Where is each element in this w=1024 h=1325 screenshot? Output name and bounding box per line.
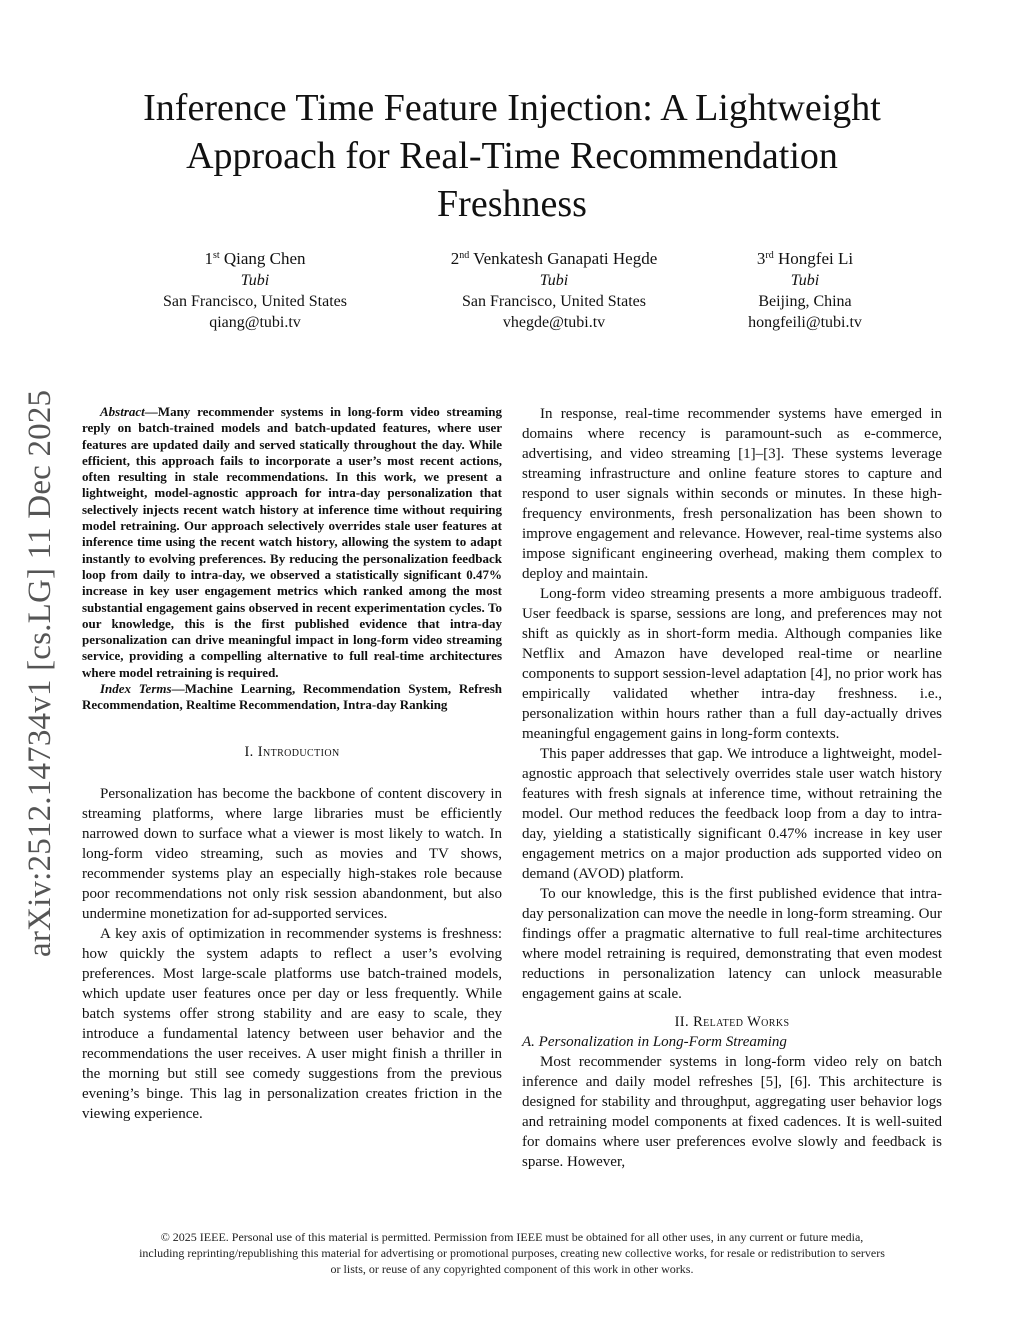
author-affiliation: Tubi [240,272,270,289]
arxiv-identifier [14,372,66,962]
author-email: qiang@tubi.tv [209,314,301,331]
subsection-heading: A. Personalization in Long-Form Streaming [522,1034,787,1050]
index-terms-label: Index Terms [100,681,172,697]
body-paragraph: To our knowledge, this is the first published evidence that intra-day personalization can move the needle in long-form streaming. Our findings offer a pragmatic alternative to full real-time architectures where model retraining is required, demonstrating that even modest reductions in personalization latency can unlock measurable engagement gains at scale. [522,886,942,1002]
footer-line: © 2025 IEEE. Personal use of this material is permitted. Permission from IEEE must be obtained for all other uses, in any current or future media, [160,1230,864,1244]
section-heading-introduction: I. Introduction [244,743,340,760]
body-paragraph: Long-form video streaming presents a more ambiguous tradeoff. User feedback is sparse, sessions are long, and preferences may not shift as quickly as in short-form media. Although companies like Netflix and Amazon have developed real-time or nearline components to support session-level adaptation [4], no prior work has empirically validated whether intra-day freshness. i.e., personalization within hours rather than a full day-actually drives meaningful engagement gains in long-form contexts. [522,586,942,742]
right-column [522,404,942,1172]
arxiv-identifier-text: arXiv:2512.14734v1 [cs.LG] 11 Dec 2025 [22,389,58,957]
author-location: Beijing, China [758,293,852,310]
author-block-2 [404,248,704,333]
author-name: Qiang Chen [223,249,306,268]
author-name: Hongfei Li [778,249,854,268]
author-block-3 [715,248,895,333]
author-location: San Francisco, United States [462,293,646,310]
body-paragraph: In response, real-time recommender systems have emerged in domains where recency is paramount-such as e-commerce, advertising, and video streaming [1]–[3]. These systems leverage streaming infrastructure and online feature stores to capture and respond to user signals within seconds or minutes. In these high-frequency environments, fresh personalization has been shown to improve engagement and relevance. However, real-time systems also impose significant engineering overhead, making them complex to deploy and maintain. [522,406,942,582]
author-ordinal-suffix: st [212,250,220,261]
footer-line: including reprinting/republishing this material for advertising or promotional purposes, creating new collective works, for resale or redistribution to servers [139,1246,885,1260]
abstract-label: Abstract [100,404,145,419]
abstract [82,404,502,681]
author-email: vhegde@tubi.tv [502,314,606,331]
author-affiliation: Tubi [790,272,820,289]
intro-paragraph: A key axis of optimization in recommender systems is freshness: how quickly the system adapts to reflect a user’s evolving preferences. Most large-scale platforms use batch-trained models, which update user features once per day or less frequently. While batch systems offer strong stability and are easy to scale, they introduce a fundamental latency between user behavior and the recommendations the user receives. A user might finish a thriller in the morning but still see comedy suggestions from the previous evening’s binge. This lag in personalization creates friction in the viewing experience. [82,925,502,1122]
author-block-1 [130,248,380,333]
author-name: Venkatesh Ganapati Hegde [473,249,658,268]
author-ordinal-suffix: rd [765,250,774,261]
author-ordinal: 2 [450,249,460,268]
body-paragraph: This paper addresses that gap. We introduce a lightweight, model-agnostic approach that selectively overrides stale user watch history features with fresh signals at inference time, without retraining the model. Our method reduces the feedback loop from a day to intra-day, yielding a statistically significant 0.47% increase in key user engagement metrics on a major production ads supported video on demand (AVOD) platform. [522,746,942,882]
abstract-text: —Many recommender systems in long-form video streaming reply on batch-trained models and batch-updated features, where user features are updated daily and served statically throughout the day. While efficient, this approach fails to incorporate a user’s most recent actions, often resulting in stale recommendations. In this work, we present a lightweight, model-agnostic approach for intra-day personalization that selectively injects recent watch history at inference time without requiring model retraining. Our approach selectively overrides stale user features at inference time using the recent watch history, allowing the system to adapt instantly to evolving preferences. By reducing the personalization feedback loop from daily to intra-day, we observed a statistically significant 0.47% increase in key user engagement metrics which ranked among the most substantial engagement gains observed in recent experimentation cycles. To our knowledge, this is the first published evidence that intra-day personalization can drive meaningful impact in long-form video streaming service, providing a compelling alternative to full real-time architectures where model retraining is required. [82,404,502,680]
author-ordinal-suffix: nd [459,250,470,261]
left-column [82,404,502,1124]
author-email: hongfeili@tubi.tv [748,314,862,331]
section-heading-related-works: II. Related Works [674,1014,790,1030]
copyright-footer [0,1229,1024,1277]
author-ordinal: 3 [756,249,766,268]
paper-title [100,84,924,228]
index-terms [82,681,502,714]
title-line: Approach for Real-Time Recommendation [186,135,838,177]
index-terms-text: —Machine Learning, Recommendation System, Refresh Recommendation, Realtime Recommendation, Intra-day Ranking [82,681,503,713]
title-line: Freshness [437,183,587,225]
footer-line: or lists, or reuse of any copyrighted component of this work in other works. [330,1262,694,1276]
intro-paragraph: Personalization has become the backbone of content discovery in streaming platforms, where large libraries must be efficiently narrowed down to surface what a viewer is most likely to watch. In long-form video streaming, such as movies and TV shows, recommender systems play an especially high-stakes role because poor recommendations not only risk session abandonment, but also undermine monetization for ad-supported services. [82,785,502,922]
author-location: San Francisco, United States [163,293,347,310]
author-ordinal: 1 [204,249,213,268]
title-line: Inference Time Feature Injection: A Lightweight [143,87,881,129]
body-paragraph: Most recommender systems in long-form video rely on batch inference and daily model refreshes [5], [6]. This architecture is designed for stability and throughput, aggregating user behavior logs and retraining model components at fixed cadences. It is well-suited for domains where user preferences evolve slowly and feedback is sparse. However, [522,1054,942,1170]
author-affiliation: Tubi [539,272,569,289]
